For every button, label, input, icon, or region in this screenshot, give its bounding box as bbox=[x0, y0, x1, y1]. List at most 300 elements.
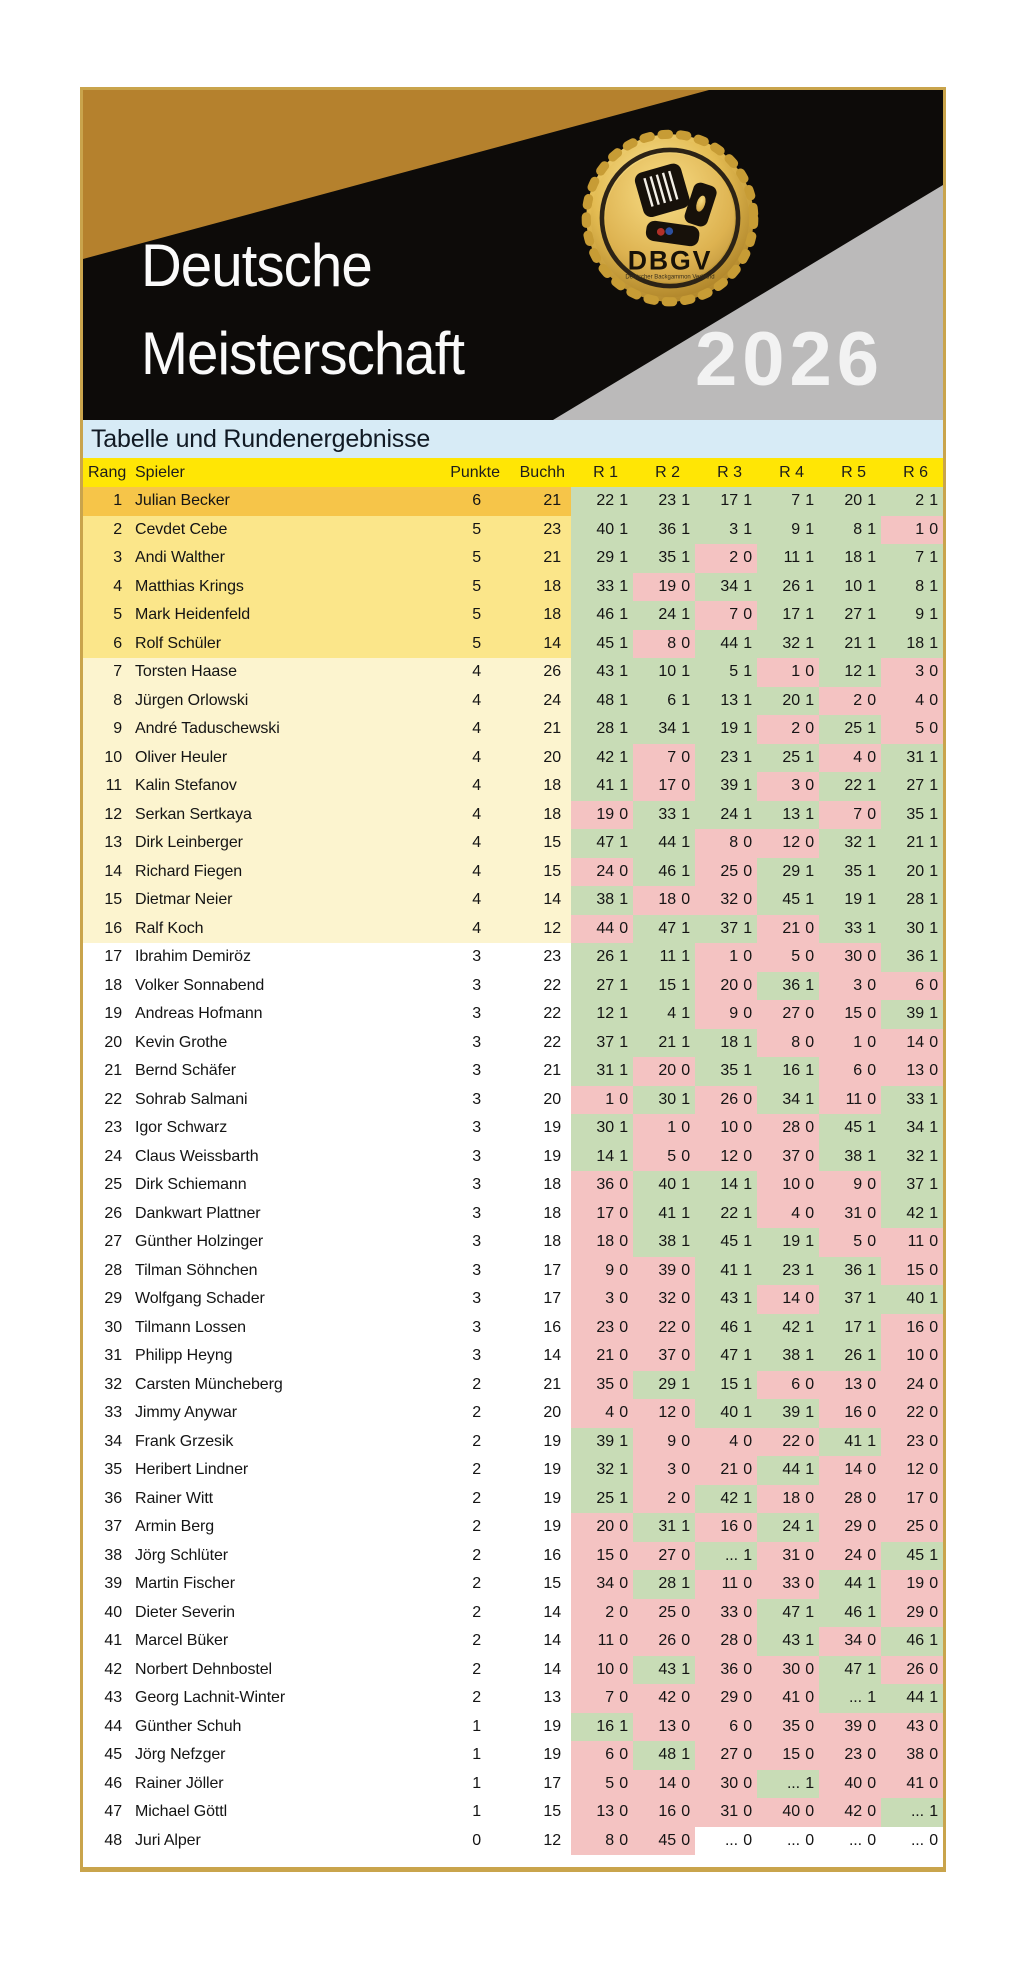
round-result: 0 bbox=[805, 663, 814, 680]
round-result: 1 bbox=[805, 1347, 814, 1364]
round-opponent: 12 bbox=[658, 1404, 676, 1421]
round-cell bbox=[881, 1684, 943, 1713]
round-opponent: 47 bbox=[720, 1347, 738, 1364]
player-name: Mark Heidenfeld bbox=[131, 601, 423, 630]
round-opponent: 37 bbox=[658, 1347, 676, 1364]
round-result: 0 bbox=[805, 1717, 814, 1735]
round-cell bbox=[819, 1599, 881, 1628]
points-cell: 3 bbox=[423, 1057, 503, 1086]
round-opponent: 16 bbox=[596, 1717, 614, 1735]
round-cell bbox=[881, 1770, 943, 1799]
round-cell bbox=[757, 772, 819, 801]
round-result: 0 bbox=[619, 1831, 628, 1849]
table-row bbox=[83, 1029, 943, 1058]
round-opponent: 32 bbox=[658, 1290, 676, 1307]
round-opponent: 14 bbox=[906, 1033, 924, 1051]
round-opponent: 36 bbox=[844, 1261, 862, 1279]
round-result: 1 bbox=[619, 1489, 628, 1507]
rank-cell: 16 bbox=[83, 915, 131, 944]
round-opponent: 40 bbox=[658, 1176, 676, 1193]
round-cell bbox=[881, 1143, 943, 1172]
round-cell bbox=[881, 886, 943, 915]
round-result: 1 bbox=[743, 1233, 752, 1250]
round-opponent: 40 bbox=[596, 520, 614, 538]
medal-dbgv-text: DBGV bbox=[627, 245, 713, 276]
round-opponent: 12 bbox=[906, 1461, 924, 1478]
round-cell bbox=[819, 1656, 881, 1685]
round-result: 0 bbox=[743, 1831, 752, 1849]
round-cell bbox=[819, 1485, 881, 1514]
round-cell bbox=[571, 1542, 633, 1571]
round-cell bbox=[571, 1428, 633, 1457]
round-opponent: 4 bbox=[667, 1005, 676, 1022]
round-result: 0 bbox=[805, 1432, 814, 1450]
buchh-cell: 21 bbox=[503, 544, 571, 573]
buchh-cell: 21 bbox=[503, 715, 571, 744]
round-result: 1 bbox=[805, 634, 814, 652]
round-opponent: 28 bbox=[596, 720, 614, 737]
round-opponent: 13 bbox=[844, 1375, 862, 1393]
table-row bbox=[83, 1713, 943, 1742]
rank-cell: 9 bbox=[83, 715, 131, 744]
round-opponent: 11 bbox=[845, 1090, 862, 1108]
round-opponent: 26 bbox=[906, 1660, 924, 1678]
table-row bbox=[83, 601, 943, 630]
round-opponent: 45 bbox=[720, 1233, 738, 1250]
player-name: Armin Berg bbox=[131, 1513, 423, 1542]
round-opponent: 41 bbox=[596, 777, 614, 794]
round-opponent: 4 bbox=[729, 1432, 738, 1450]
rank-cell: 32 bbox=[83, 1371, 131, 1400]
round-result: 1 bbox=[619, 691, 628, 709]
points-cell: 4 bbox=[423, 801, 503, 830]
buchh-cell: 18 bbox=[503, 573, 571, 602]
round-cell bbox=[695, 630, 757, 659]
round-opponent: 14 bbox=[782, 1290, 800, 1307]
round-result: 0 bbox=[867, 1461, 876, 1478]
round-cell bbox=[695, 1285, 757, 1314]
round-opponent: 17 bbox=[844, 1318, 862, 1336]
round-cell bbox=[695, 858, 757, 887]
round-cell bbox=[633, 1428, 695, 1457]
round-cell bbox=[571, 1057, 633, 1086]
round-cell bbox=[757, 1200, 819, 1229]
points-cell: 2 bbox=[423, 1570, 503, 1599]
round-opponent: 37 bbox=[720, 919, 738, 937]
points-cell: 5 bbox=[423, 544, 503, 573]
round-cell bbox=[571, 658, 633, 687]
round-result: 0 bbox=[867, 1746, 876, 1763]
round-cell bbox=[819, 1770, 881, 1799]
round-opponent: 13 bbox=[720, 691, 738, 709]
player-name: Richard Fiegen bbox=[131, 858, 423, 887]
round-opponent: 47 bbox=[782, 1603, 800, 1621]
round-cell bbox=[819, 1257, 881, 1286]
round-opponent: 16 bbox=[720, 1518, 738, 1535]
round-result: 1 bbox=[929, 1689, 938, 1706]
table-row bbox=[83, 943, 943, 972]
round-result: 0 bbox=[805, 1033, 814, 1051]
table-row bbox=[83, 1000, 943, 1029]
round-opponent: 20 bbox=[782, 691, 800, 709]
table-row bbox=[83, 1542, 943, 1571]
round-opponent: 10 bbox=[844, 577, 862, 595]
round-result: 1 bbox=[619, 1033, 628, 1051]
round-opponent: 5 bbox=[791, 948, 800, 965]
round-cell bbox=[757, 573, 819, 602]
round-result: 0 bbox=[681, 748, 690, 766]
round-cell bbox=[571, 630, 633, 659]
round-cell bbox=[695, 1770, 757, 1799]
round-opponent: 9 bbox=[853, 1176, 862, 1193]
round-cell bbox=[881, 1057, 943, 1086]
round-opponent: 41 bbox=[782, 1689, 800, 1706]
round-opponent: 44 bbox=[844, 1575, 862, 1592]
buchh-cell: 18 bbox=[503, 601, 571, 630]
round-cell bbox=[633, 1570, 695, 1599]
round-cell bbox=[819, 858, 881, 887]
round-opponent: 22 bbox=[844, 777, 862, 794]
round-opponent: 8 bbox=[729, 834, 738, 851]
points-cell: 2 bbox=[423, 1371, 503, 1400]
rank-cell: 8 bbox=[83, 687, 131, 716]
round-cell bbox=[633, 1770, 695, 1799]
round-cell bbox=[695, 601, 757, 630]
round-cell bbox=[757, 1285, 819, 1314]
round-result: 1 bbox=[743, 1261, 752, 1279]
player-name: Sohrab Salmani bbox=[131, 1086, 423, 1115]
round-cell bbox=[571, 1143, 633, 1172]
round-opponent: ... bbox=[724, 1831, 738, 1849]
round-opponent: 37 bbox=[844, 1290, 862, 1307]
round-opponent: 44 bbox=[782, 1461, 800, 1478]
round-result: 0 bbox=[619, 1546, 628, 1564]
round-opponent: 6 bbox=[791, 1375, 800, 1393]
round-cell bbox=[881, 943, 943, 972]
table-header-row bbox=[83, 458, 943, 487]
round-cell bbox=[633, 1656, 695, 1685]
round-result: 1 bbox=[743, 1033, 752, 1051]
round-cell bbox=[819, 1171, 881, 1200]
points-cell: 4 bbox=[423, 744, 503, 773]
round-opponent: 3 bbox=[729, 520, 738, 538]
round-result: 0 bbox=[681, 1119, 690, 1136]
round-result: 0 bbox=[805, 1575, 814, 1592]
table-row bbox=[83, 1285, 943, 1314]
round-opponent: 44 bbox=[596, 919, 614, 937]
round-cell bbox=[819, 1798, 881, 1827]
dbgv-medal-icon bbox=[578, 126, 762, 310]
round-result: 0 bbox=[867, 1803, 876, 1820]
round-cell bbox=[881, 601, 943, 630]
round-result: 1 bbox=[619, 891, 628, 908]
round-result: 0 bbox=[619, 1632, 628, 1649]
round-cell bbox=[633, 573, 695, 602]
round-result: 1 bbox=[743, 520, 752, 538]
round-result: 0 bbox=[743, 1432, 752, 1450]
round-cell bbox=[695, 1741, 757, 1770]
round-result: 1 bbox=[681, 1375, 690, 1393]
round-cell bbox=[571, 1798, 633, 1827]
round-result: 0 bbox=[743, 948, 752, 965]
round-result: 0 bbox=[619, 1404, 628, 1421]
rank-cell: 15 bbox=[83, 886, 131, 915]
round-opponent: 39 bbox=[596, 1432, 614, 1450]
round-cell bbox=[633, 915, 695, 944]
player-name: Wolfgang Schader bbox=[131, 1285, 423, 1314]
rank-cell: 18 bbox=[83, 972, 131, 1001]
round-cell bbox=[881, 1599, 943, 1628]
round-result: 1 bbox=[619, 777, 628, 794]
round-cell bbox=[633, 1485, 695, 1514]
round-opponent: 15 bbox=[844, 1005, 862, 1022]
round-opponent: 33 bbox=[782, 1575, 800, 1592]
round-cell bbox=[881, 1542, 943, 1571]
round-opponent: 26 bbox=[596, 948, 614, 965]
round-opponent: 6 bbox=[729, 1717, 738, 1735]
round-opponent: 36 bbox=[658, 520, 676, 538]
round-cell bbox=[881, 1114, 943, 1143]
column-header: Spieler bbox=[135, 464, 185, 481]
round-result: 1 bbox=[805, 805, 814, 823]
round-cell bbox=[571, 1086, 633, 1115]
round-result: 1 bbox=[681, 663, 690, 680]
round-cell bbox=[881, 1171, 943, 1200]
table-row bbox=[83, 630, 943, 659]
round-opponent: 5 bbox=[853, 1233, 862, 1250]
round-opponent: ... bbox=[910, 1831, 924, 1849]
round-result: 0 bbox=[805, 1290, 814, 1307]
round-opponent: 16 bbox=[844, 1404, 862, 1421]
round-opponent: 31 bbox=[782, 1546, 800, 1564]
round-opponent: 6 bbox=[915, 976, 924, 994]
round-opponent: 34 bbox=[658, 720, 676, 737]
round-opponent: 18 bbox=[782, 1489, 800, 1507]
round-opponent: 10 bbox=[720, 1119, 738, 1136]
round-result: 1 bbox=[619, 1119, 628, 1136]
round-cell bbox=[757, 1513, 819, 1542]
round-result: 1 bbox=[619, 577, 628, 595]
round-result: 1 bbox=[929, 777, 938, 794]
round-opponent: 39 bbox=[658, 1261, 676, 1279]
round-opponent: 32 bbox=[782, 634, 800, 652]
buchh-cell: 17 bbox=[503, 1257, 571, 1286]
round-result: 0 bbox=[681, 1717, 690, 1735]
round-cell bbox=[757, 801, 819, 830]
round-opponent: 32 bbox=[844, 834, 862, 851]
round-cell bbox=[819, 630, 881, 659]
buchh-cell: 16 bbox=[503, 1314, 571, 1343]
points-cell: 1 bbox=[423, 1713, 503, 1742]
round-result: 1 bbox=[681, 1033, 690, 1051]
table-row bbox=[83, 1599, 943, 1628]
round-opponent: 40 bbox=[782, 1803, 800, 1820]
round-result: 1 bbox=[743, 1404, 752, 1421]
round-opponent: 36 bbox=[720, 1660, 738, 1678]
round-opponent: 46 bbox=[596, 606, 614, 623]
round-result: 1 bbox=[743, 1375, 752, 1393]
round-cell bbox=[881, 1570, 943, 1599]
round-result: 1 bbox=[619, 1432, 628, 1450]
column-header: Buchh bbox=[519, 464, 565, 481]
rank-cell: 44 bbox=[83, 1713, 131, 1742]
round-result: 1 bbox=[929, 891, 938, 908]
table-row bbox=[83, 1485, 943, 1514]
round-opponent: 39 bbox=[720, 777, 738, 794]
round-opponent: 27 bbox=[658, 1546, 676, 1564]
round-cell bbox=[695, 1114, 757, 1143]
round-result: 1 bbox=[619, 748, 628, 766]
round-cell bbox=[571, 943, 633, 972]
round-result: 1 bbox=[929, 1176, 938, 1193]
round-cell bbox=[757, 1257, 819, 1286]
round-result: 0 bbox=[929, 1318, 938, 1336]
round-result: 0 bbox=[619, 1375, 628, 1393]
round-cell bbox=[881, 1257, 943, 1286]
round-result: 0 bbox=[681, 1603, 690, 1621]
points-cell: 2 bbox=[423, 1542, 503, 1571]
round-cell bbox=[633, 1513, 695, 1542]
round-result: 0 bbox=[743, 1632, 752, 1649]
round-opponent: 27 bbox=[844, 606, 862, 623]
round-opponent: 36 bbox=[596, 1176, 614, 1193]
round-cell bbox=[757, 487, 819, 516]
table-row bbox=[83, 1827, 943, 1856]
buchh-cell: 14 bbox=[503, 1342, 571, 1371]
round-cell bbox=[695, 1143, 757, 1172]
round-opponent: 41 bbox=[844, 1432, 862, 1450]
points-cell: 2 bbox=[423, 1399, 503, 1428]
round-opponent: 42 bbox=[596, 748, 614, 766]
round-cell bbox=[695, 1399, 757, 1428]
round-opponent: 5 bbox=[605, 1774, 614, 1792]
table-row bbox=[83, 544, 943, 573]
round-result: 1 bbox=[743, 1176, 752, 1193]
round-opponent: 5 bbox=[667, 1147, 676, 1165]
rank-cell: 1 bbox=[83, 487, 131, 516]
round-cell bbox=[757, 1000, 819, 1029]
round-opponent: 46 bbox=[844, 1603, 862, 1621]
round-result: 1 bbox=[743, 1546, 752, 1564]
round-cell bbox=[819, 1827, 881, 1856]
round-cell bbox=[757, 1228, 819, 1257]
player-name: Volker Sonnabend bbox=[131, 972, 423, 1001]
round-result: 0 bbox=[867, 1518, 876, 1535]
round-opponent: 22 bbox=[658, 1318, 676, 1336]
round-opponent: 36 bbox=[906, 948, 924, 965]
rank-cell: 41 bbox=[83, 1627, 131, 1656]
points-cell: 3 bbox=[423, 1171, 503, 1200]
round-opponent: 31 bbox=[596, 1062, 614, 1079]
round-cell bbox=[633, 601, 695, 630]
round-opponent: 18 bbox=[720, 1033, 738, 1051]
round-opponent: 30 bbox=[844, 948, 862, 965]
round-opponent: 30 bbox=[720, 1774, 738, 1792]
round-opponent: 13 bbox=[906, 1062, 924, 1079]
round-result: 0 bbox=[867, 948, 876, 965]
round-cell bbox=[571, 715, 633, 744]
round-cell bbox=[571, 972, 633, 1001]
round-result: 0 bbox=[929, 1660, 938, 1678]
round-cell bbox=[757, 658, 819, 687]
rank-cell: 47 bbox=[83, 1798, 131, 1827]
round-result: 1 bbox=[619, 492, 628, 509]
round-result: 0 bbox=[681, 1347, 690, 1364]
buchh-cell: 21 bbox=[503, 487, 571, 516]
round-cell bbox=[633, 858, 695, 887]
round-result: 0 bbox=[805, 1546, 814, 1564]
buchh-cell: 20 bbox=[503, 744, 571, 773]
rank-cell: 13 bbox=[83, 829, 131, 858]
round-result: 1 bbox=[619, 1062, 628, 1079]
points-cell: 2 bbox=[423, 1656, 503, 1685]
round-result: 0 bbox=[929, 1461, 938, 1478]
round-result: 0 bbox=[619, 1774, 628, 1792]
round-result: 1 bbox=[681, 549, 690, 566]
round-result: 1 bbox=[619, 976, 628, 994]
round-cell bbox=[881, 573, 943, 602]
round-result: 0 bbox=[743, 1689, 752, 1706]
round-cell bbox=[633, 1713, 695, 1742]
round-cell bbox=[881, 1314, 943, 1343]
buchh-cell: 19 bbox=[503, 1713, 571, 1742]
round-opponent: 25 bbox=[596, 1489, 614, 1507]
round-opponent: 29 bbox=[720, 1689, 738, 1706]
table-row bbox=[83, 687, 943, 716]
round-result: 1 bbox=[867, 1290, 876, 1307]
buchh-cell: 17 bbox=[503, 1770, 571, 1799]
buchh-cell: 19 bbox=[503, 1143, 571, 1172]
rank-cell: 33 bbox=[83, 1399, 131, 1428]
round-cell bbox=[819, 601, 881, 630]
round-cell bbox=[695, 915, 757, 944]
round-cell bbox=[571, 573, 633, 602]
round-cell bbox=[757, 972, 819, 1001]
round-result: 1 bbox=[743, 1062, 752, 1079]
buchh-cell: 19 bbox=[503, 1513, 571, 1542]
round-cell bbox=[695, 1599, 757, 1628]
round-cell bbox=[571, 1741, 633, 1770]
round-result: 0 bbox=[805, 1831, 814, 1849]
round-opponent: 7 bbox=[667, 748, 676, 766]
player-name: Dieter Severin bbox=[131, 1599, 423, 1628]
player-name: Dirk Leinberger bbox=[131, 829, 423, 858]
round-cell bbox=[571, 829, 633, 858]
round-result: 0 bbox=[805, 1660, 814, 1678]
round-result: 1 bbox=[743, 1318, 752, 1336]
round-opponent: 7 bbox=[915, 549, 924, 566]
round-opponent: 28 bbox=[658, 1575, 676, 1592]
round-opponent: 42 bbox=[782, 1318, 800, 1336]
round-result: 0 bbox=[681, 1290, 690, 1307]
round-cell bbox=[571, 858, 633, 887]
round-cell bbox=[571, 487, 633, 516]
round-result: 1 bbox=[867, 1432, 876, 1450]
round-result: 1 bbox=[867, 492, 876, 509]
round-opponent: 30 bbox=[782, 1660, 800, 1678]
table-row bbox=[83, 744, 943, 773]
table-row bbox=[83, 1570, 943, 1599]
points-cell: 5 bbox=[423, 516, 503, 545]
round-cell bbox=[571, 1827, 633, 1856]
player-name: Matthias Krings bbox=[131, 573, 423, 602]
round-cell bbox=[819, 886, 881, 915]
round-cell bbox=[571, 1257, 633, 1286]
points-cell: 1 bbox=[423, 1741, 503, 1770]
round-opponent: 30 bbox=[596, 1119, 614, 1136]
round-result: 0 bbox=[743, 1090, 752, 1108]
player-name: Andi Walther bbox=[131, 544, 423, 573]
